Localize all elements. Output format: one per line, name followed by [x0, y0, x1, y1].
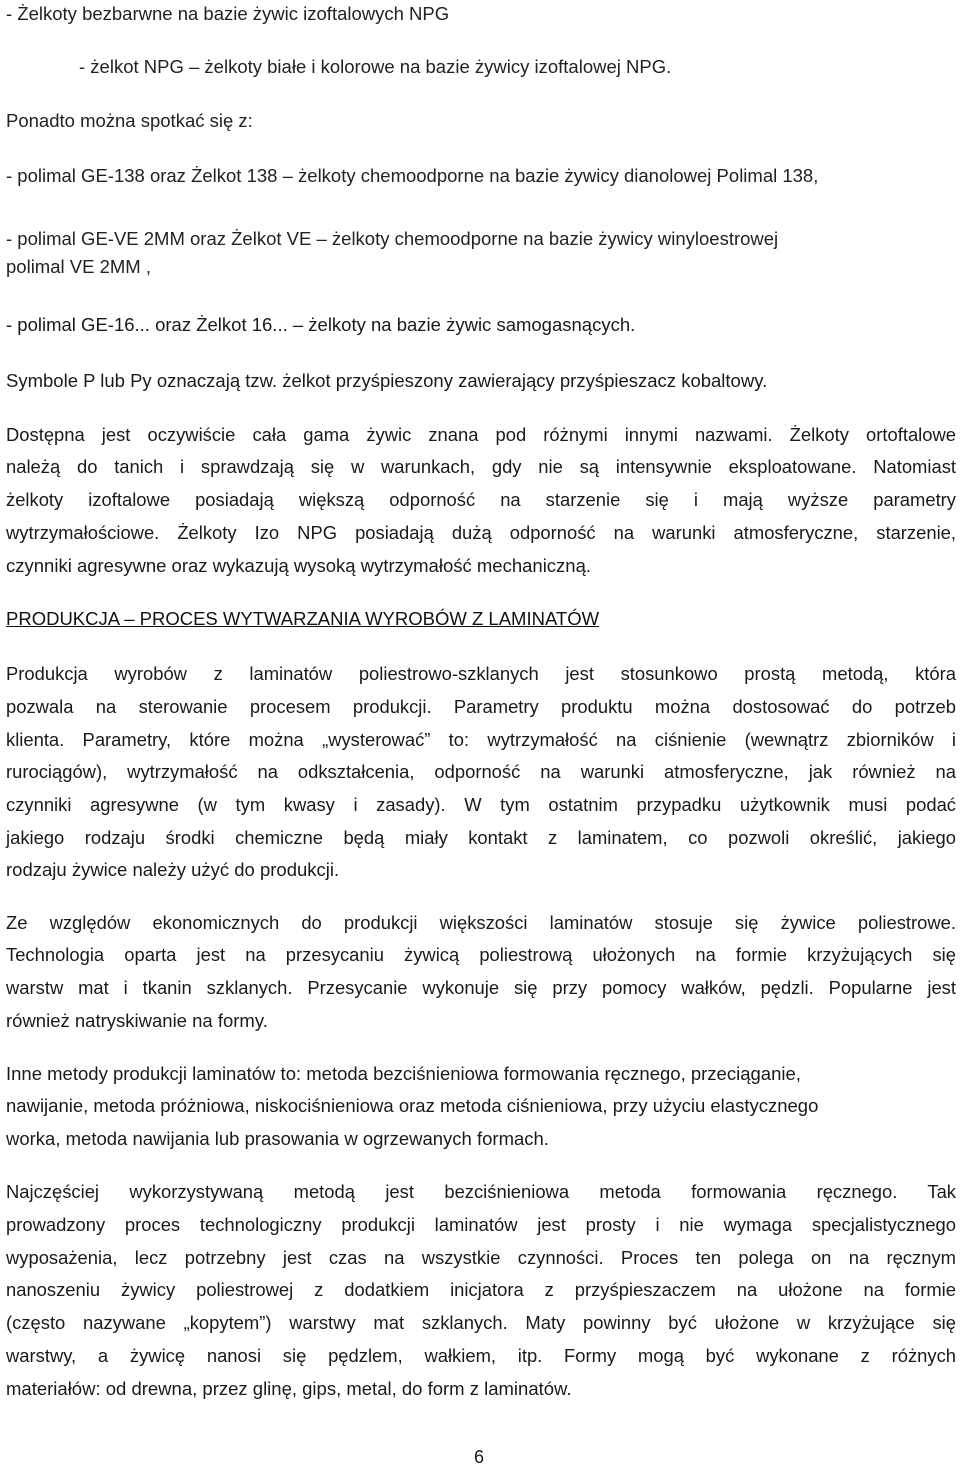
paragraph-line: nanoszeniu żywicy poliestrowej z dodatkiem inicjatora z przyśpieszaczem na ułożone na formie	[6, 1279, 956, 1300]
paragraph-line: Technologia oparta jest na przesycaniu żywicą poliestrową ułożonych na formie krzyżujących się	[6, 944, 956, 965]
paragraph-line: jakiego rodzaju środki chemiczne będą miały kontakt z laminatem, co pozwoli określić, jakiego	[6, 827, 956, 848]
paragraph-line: Ze względów ekonomicznych do produkcji większości laminatów stosuje się żywice poliestrowe.	[6, 912, 956, 933]
paragraph-line: również natryskiwanie na formy.	[6, 1010, 268, 1031]
paragraph-line: prowadzony proces technologiczny produkcji laminatów jest prosty i nie wymaga specjalistycznego	[6, 1214, 956, 1235]
list-item: - polimal GE-16... oraz Żelkot 16... – żelkoty na bazie żywic samogasnących.	[6, 314, 636, 335]
paragraph-line: wytrzymałościowe. Żelkoty Izo NPG posiadają dużą odporność na warunki atmosferyczne, starzenie,	[6, 522, 956, 543]
list-item: - polimal GE-138 oraz Żelkot 138 – żelkoty chemoodporne na bazie żywicy dianolowej Polimal 138,	[6, 165, 819, 186]
paragraph-line: żelkoty izoftalowe posiadają większą odporność na starzenie się i mają wyższe parametry	[6, 489, 956, 510]
paragraph-line: rodzaju żywice należy użyć do produkcji.	[6, 859, 340, 880]
list-item-continuation: polimal VE 2MM ,	[6, 256, 151, 277]
list-item: - polimal GE-VE 2MM oraz Żelkot VE – żelkoty chemoodporne na bazie żywicy winyloestrowej	[6, 228, 779, 249]
list-intro: - Żelkoty bezbarwne na bazie żywic izoftalowych NPG	[6, 3, 450, 24]
paragraph-line: pozwala na sterowanie procesem produkcji. Parametry produktu można dostosować do potrzeb	[6, 696, 956, 717]
paragraph-line: (często nazywane „kopytem”) warstwy mat szklanych. Maty powinny być ułożone w krzyżujące się	[6, 1312, 956, 1333]
paragraph-line: czynniki agresywne (w tym kwasy i zasady). W tym ostatnim przypadku użytkownik musi podać	[6, 794, 956, 815]
paragraph-line: klienta. Parametry, które można „wysterować” to: wytrzymałość na ciśnienie (wewnątrz zbiorników i	[6, 729, 956, 750]
also-intro: Ponadto można spotkać się z:	[6, 110, 253, 131]
paragraph-line: materiałów: od drewna, przez glinę, gips, metal, do form z laminatów.	[6, 1378, 572, 1399]
paragraph-line: warstwy, a żywicę nanosi się pędzlem, wałkiem, itp. Formy mogą być wykonane z różnych	[6, 1345, 956, 1366]
paragraph-line: Inne metody produkcji laminatów to: metoda bezciśnieniowa formowania ręcznego, przeciąganie,	[6, 1063, 801, 1084]
paragraph-line: wyposażenia, lecz potrzebny jest czas na wszystkie czynności. Proces ten polega on na ręcznym	[6, 1247, 956, 1268]
paragraph-line: Najczęściej wykorzystywaną metodą jest bezciśnieniowa metoda formowania ręcznego. Tak	[6, 1181, 956, 1202]
paragraph-line: rurociągów), wytrzymałość na odkształcenia, odporność na warunki atmosferyczne, jak również na	[6, 761, 956, 782]
paragraph-line: worka, metoda nawijania lub prasowania w ogrzewanych formach.	[6, 1128, 549, 1149]
paragraph-line: Produkcja wyrobów z laminatów poliestrowo-szklanych jest stosunkowo prostą metodą, która	[6, 663, 956, 684]
paragraph-line: warstw mat i tkanin szklanych. Przesycanie wykonuje się przy pomocy wałków, pędzli. Popularne jest	[6, 977, 956, 998]
section-heading: PRODUKCJA – PROCES WYTWARZANIA WYROBÓW Z LAMINATÓW	[6, 608, 600, 629]
symbols-line: Symbole P lub Py oznaczają tzw. żelkot przyśpieszony zawierający przyśpieszacz kobaltowy.	[6, 370, 768, 391]
list-sub-item: - żelkot NPG – żelkoty białe i kolorowe na bazie żywicy izoftalowej NPG.	[79, 56, 672, 77]
paragraph-line: nawijanie, metoda próżniowa, niskociśnieniowa oraz metoda ciśnieniowa, przy użyciu elastycznego	[6, 1095, 819, 1116]
paragraph-line: czynniki agresywne oraz wykazują wysoką wytrzymałość mechaniczną.	[6, 555, 592, 576]
paragraph-line: Dostępna jest oczywiście cała gama żywic znana pod różnymi innymi nazwami. Żelkoty ortoftalowe	[6, 424, 956, 445]
paragraph-line: należą do tanich i sprawdzają się w warunkach, gdy nie są intensywnie eksploatowane. Natomiast	[6, 456, 956, 477]
page-number: 6	[474, 1447, 485, 1467]
